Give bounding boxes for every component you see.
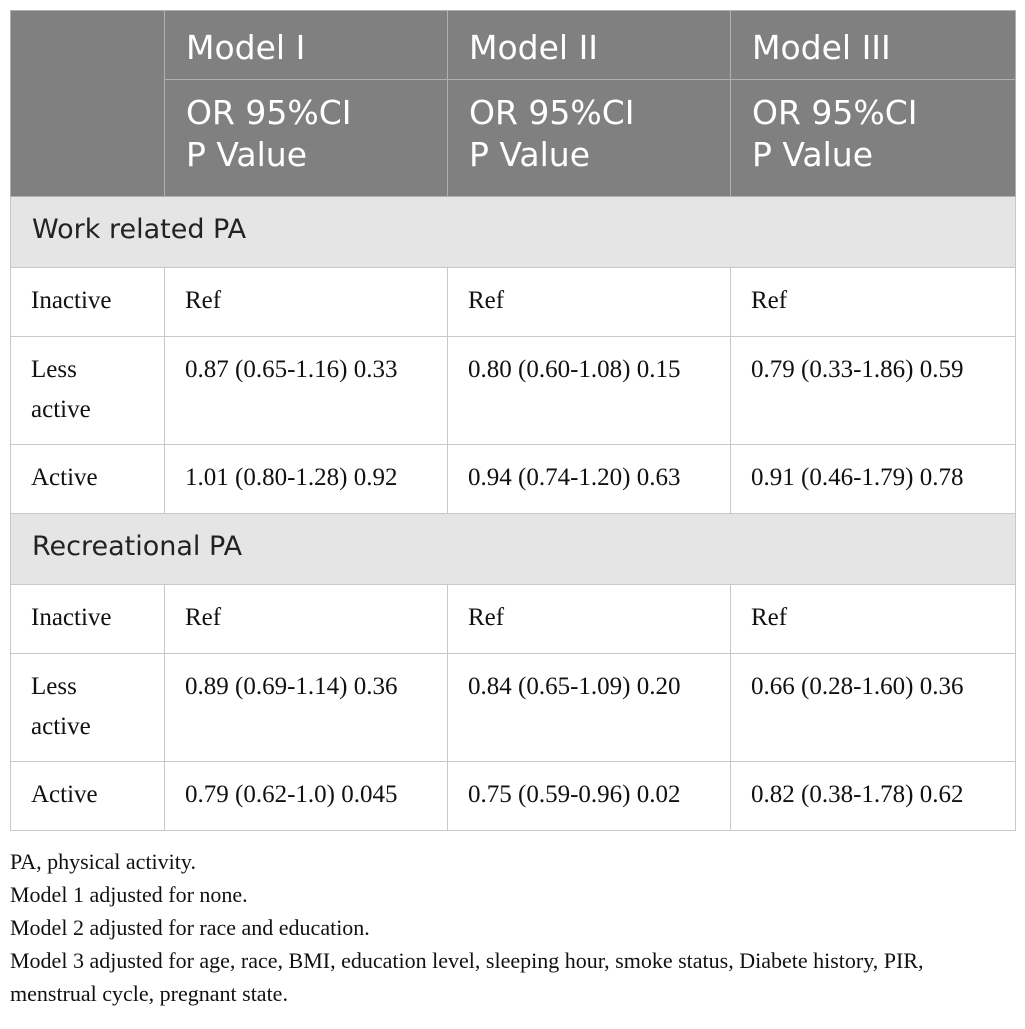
value-cell: 0.79 (0.33-1.86) 0.59 xyxy=(731,337,1016,445)
value-cell: 0.91 (0.46-1.79) 0.78 xyxy=(731,445,1016,514)
row-label: Active xyxy=(11,762,165,831)
row-label: Less active xyxy=(11,654,165,762)
row-label: Less active xyxy=(11,337,165,445)
header-model-3: Model III xyxy=(731,11,1016,80)
value-cell: 0.84 (0.65-1.09) 0.20 xyxy=(448,654,731,762)
table-row xyxy=(11,762,1016,831)
footnote: PA, physical activity. xyxy=(10,849,196,874)
table-row xyxy=(11,585,1016,654)
header-row-models xyxy=(11,11,1016,80)
header-corner-cell xyxy=(11,11,165,197)
value-cell: 0.82 (0.38-1.78) 0.62 xyxy=(731,762,1016,831)
table-row xyxy=(11,268,1016,337)
value-cell: 0.87 (0.65-1.16) 0.33 xyxy=(165,337,448,445)
section-title: Work related PA xyxy=(11,197,1016,268)
section-row-work xyxy=(11,197,1016,268)
value-cell: 0.66 (0.28-1.60) 0.36 xyxy=(731,654,1016,762)
row-label: Inactive xyxy=(11,268,165,337)
value-cell: 0.79 (0.62-1.0) 0.045 xyxy=(165,762,448,831)
value-cell: Ref xyxy=(448,585,731,654)
row-label: Active xyxy=(11,445,165,514)
results-table xyxy=(10,10,1016,831)
value-cell: Ref xyxy=(165,585,448,654)
footnote: Model 2 adjusted for race and education. xyxy=(10,915,370,940)
row-label: Inactive xyxy=(11,585,165,654)
footnote: Model 1 adjusted for none. xyxy=(10,882,248,907)
table-row xyxy=(11,654,1016,762)
table-row xyxy=(11,445,1016,514)
section-title: Recreational PA xyxy=(11,514,1016,585)
table-row xyxy=(11,337,1016,445)
value-cell: 0.80 (0.60-1.08) 0.15 xyxy=(448,337,731,445)
header-stat-cell: OR 95%CI P Value xyxy=(165,80,448,197)
value-cell: 0.89 (0.69-1.14) 0.36 xyxy=(165,654,448,762)
section-row-recreational xyxy=(11,514,1016,585)
value-cell: Ref xyxy=(165,268,448,337)
value-cell: Ref xyxy=(731,268,1016,337)
value-cell: Ref xyxy=(731,585,1016,654)
header-stat-cell: OR 95%CI P Value xyxy=(448,80,731,197)
header-model-2: Model II xyxy=(448,11,731,80)
footnote: Model 3 adjusted for age, race, BMI, education level, sleeping hour, smoke status, Diabete history, PIR, menstrual cycle, pregnant state. xyxy=(10,948,924,1006)
table-footnotes xyxy=(10,845,1015,1010)
value-cell: 1.01 (0.80-1.28) 0.92 xyxy=(165,445,448,514)
header-stat-cell: OR 95%CI P Value xyxy=(731,80,1016,197)
value-cell: Ref xyxy=(448,268,731,337)
value-cell: 0.94 (0.74-1.20) 0.63 xyxy=(448,445,731,514)
value-cell: 0.75 (0.59-0.96) 0.02 xyxy=(448,762,731,831)
header-model-1: Model I xyxy=(165,11,448,80)
